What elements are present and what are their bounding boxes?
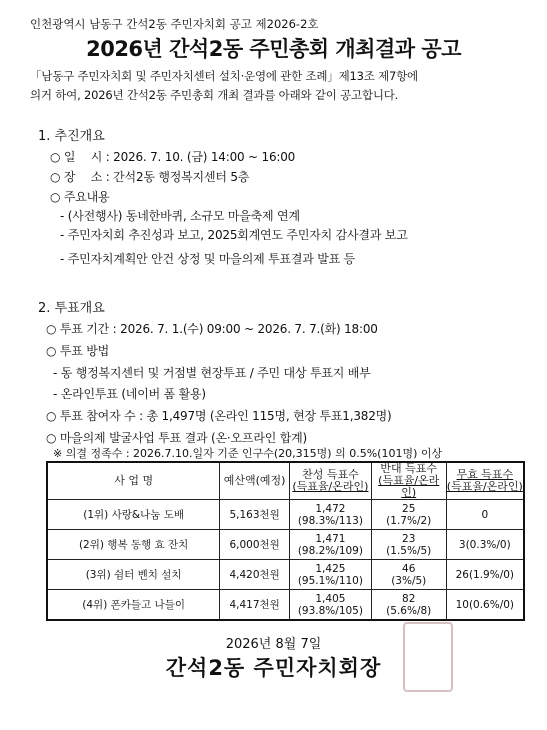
budget: 6,000천원 <box>220 530 290 560</box>
content-item-1: - (사전행사) 동네한바퀴, 소규모 마을축제 연계 <box>60 209 300 223</box>
header-invalid: 무효 득표수 (득표율/온라인) <box>446 462 524 500</box>
invalid-votes: 0 <box>446 500 524 530</box>
official-seal-icon <box>403 622 453 692</box>
announcement-date: 2026년 8월 7일 <box>225 637 322 652</box>
header-name: 사 업 명 <box>47 462 220 500</box>
notice-number: 인천광역시 남동구 간석2동 주민자치회 공고 제2026-2호 <box>30 17 319 31</box>
project-name: (2위) 행복 동행 효 잔치 <box>47 530 220 560</box>
invalid-votes: 26(1.9%/0) <box>446 560 524 590</box>
yes-votes: 1,471 (98.2%/109) <box>289 530 371 560</box>
invalid-votes: 10(0.6%/0) <box>446 590 524 621</box>
participants-line: ○ 투표 참여자 수 : 총 1,497명 (온라인 115명, 현장 투표1,382명) <box>46 409 392 423</box>
table-row <box>47 500 524 530</box>
budget: 5,163천원 <box>220 500 290 530</box>
budget: 4,420천원 <box>220 560 290 590</box>
issuer-name: 간석2동 주민자치회장 <box>165 656 382 680</box>
header-budget: 예산액(예정) <box>220 462 290 500</box>
vote-period: ○ 투표 기간 : 2026. 7. 1.(수) 09:00 ~ 2026. 7. 7.(화) 18:00 <box>46 322 378 336</box>
content-title: ○ 주요내용 <box>50 190 110 204</box>
no-votes: 46 (3%/5) <box>371 560 446 590</box>
project-name: (3위) 쉼터 벤치 설치 <box>47 560 220 590</box>
invalid-votes: 3(0.3%/0) <box>446 530 524 560</box>
no-votes: 23 (1.5%/5) <box>371 530 446 560</box>
intro-line-2: 의거 하여, 2026년 간석2동 주민총회 개최 결과를 아래와 같이 공고합니다. <box>30 88 399 102</box>
intro-line-1: 「남동구 주민자치회 및 주민자치센터 설치·운영에 관한 조례」제13조 제7항에 <box>30 69 418 83</box>
no-votes: 25 (1.7%/2) <box>371 500 446 530</box>
page-title: 2026년 간석2동 주민총회 개최결과 공고 <box>86 37 461 61</box>
vote-method-2: - 온라인투표 (네이버 폼 활용) <box>53 387 206 401</box>
content-item-3: - 주민자치계획안 안건 상정 및 마을의제 투표결과 발표 등 <box>60 252 356 266</box>
table-header-row <box>47 462 524 500</box>
project-name: (1위) 사랑&나눔 도배 <box>47 500 220 530</box>
result-title: ○ 마을의제 발굴사업 투표 결과 (온·오프라인 합계) <box>46 431 307 445</box>
project-name: (4위) 폰카들고 나들이 <box>47 590 220 621</box>
content-item-2: - 주민자치회 추진성과 보고, 2025회계연도 주민자치 감사결과 보고 <box>60 228 408 242</box>
date-line: ○ 일 시 : 2026. 7. 10. (금) 14:00 ~ 16:00 <box>50 150 296 164</box>
yes-votes: 1,472 (98.3%/113) <box>289 500 371 530</box>
no-votes: 82 (5.6%/8) <box>371 590 446 621</box>
vote-result-table <box>46 461 525 621</box>
place-line: ○ 장 소 : 간석2동 행정복지센터 5층 <box>50 170 250 184</box>
table-row <box>47 530 524 560</box>
header-yes: 찬성 득표수 (득표율/온라인) <box>289 462 371 500</box>
section-2-title: 2. 투표개요 <box>38 301 105 316</box>
yes-votes: 1,425 (95.1%/110) <box>289 560 371 590</box>
vote-method-title: ○ 투표 방법 <box>46 344 110 358</box>
table-row <box>47 560 524 590</box>
section-1-title: 1. 추진개요 <box>38 129 105 144</box>
budget: 4,417천원 <box>220 590 290 621</box>
vote-method-1: - 동 행정복지센터 및 거점별 현장투표 / 주민 대상 투표지 배부 <box>53 366 371 380</box>
table-row <box>47 590 524 621</box>
header-no: 반대 득표수 (득표율/온라인) <box>371 462 446 500</box>
quorum-note: ※ 의결 정족수 : 2026.7.10.일자 기준 인구수(20,315명) 의 0.5%(101명) 이상 <box>53 447 443 460</box>
yes-votes: 1,405 (93.8%/105) <box>289 590 371 621</box>
